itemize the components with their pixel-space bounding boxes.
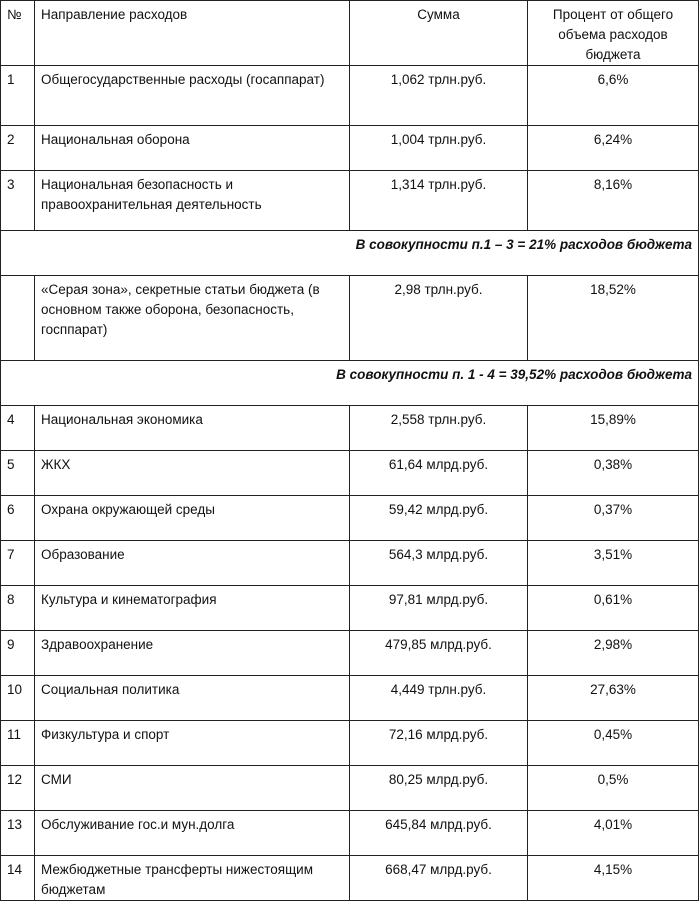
table-header-row	[1, 1, 699, 66]
row-num: 7	[1, 541, 35, 586]
row-num: 10	[1, 676, 35, 721]
table-row	[1, 631, 699, 676]
row-num: 13	[1, 811, 35, 856]
table-row	[1, 586, 699, 631]
row-sum: 72,16 млрд.руб.	[350, 721, 528, 766]
row-percent: 4,01%	[528, 811, 699, 856]
table-row	[1, 766, 699, 811]
row-name: Социальная политика	[35, 676, 350, 721]
table-row	[1, 676, 699, 721]
row-num: 12	[1, 766, 35, 811]
row-name: Общегосударственные расходы (госаппарат)	[35, 66, 350, 126]
row-name: Физкультура и спорт	[35, 721, 350, 766]
summary-text: В совокупности п. 1 - 4 = 39,52% расходов бюджета	[1, 361, 699, 406]
row-sum: 59,42 млрд.руб.	[350, 496, 528, 541]
header-num: №	[1, 1, 35, 66]
table-row	[1, 856, 699, 901]
row-num: 8	[1, 586, 35, 631]
row-num: 3	[1, 171, 35, 231]
row-name: Обслуживание гос.и мун.долга	[35, 811, 350, 856]
row-name: Охрана окружающей среды	[35, 496, 350, 541]
row-percent: 0,37%	[528, 496, 699, 541]
row-sum: 80,25 млрд.руб.	[350, 766, 528, 811]
row-sum: 1,062 трлн.руб.	[350, 66, 528, 126]
table-row	[1, 541, 699, 586]
row-name: «Серая зона», секретные статьи бюджета (в основном также оборона, безопасность, госппарат)	[35, 276, 350, 361]
table-row	[1, 276, 699, 361]
row-percent: 4,15%	[528, 856, 699, 901]
row-num	[1, 276, 35, 361]
row-name: Культура и кинематография	[35, 586, 350, 631]
table-row	[1, 496, 699, 541]
row-sum: 2,98 трлн.руб.	[350, 276, 528, 361]
row-sum: 645,84 млрд.руб.	[350, 811, 528, 856]
summary-row	[1, 361, 699, 406]
row-name: Национальная безопасность и правоохранительная деятельность	[35, 171, 350, 231]
row-percent: 2,98%	[528, 631, 699, 676]
table-row	[1, 721, 699, 766]
table-row	[1, 406, 699, 451]
row-percent: 18,52%	[528, 276, 699, 361]
row-name: Национальная экономика	[35, 406, 350, 451]
row-name: Здравоохранение	[35, 631, 350, 676]
row-name: СМИ	[35, 766, 350, 811]
header-sum: Сумма	[350, 1, 528, 66]
summary-text: В совокупности п.1 – 3 = 21% расходов бюджета	[1, 231, 699, 276]
row-num: 1	[1, 66, 35, 126]
row-sum: 4,449 трлн.руб.	[350, 676, 528, 721]
row-num: 6	[1, 496, 35, 541]
row-num: 9	[1, 631, 35, 676]
row-percent: 0,45%	[528, 721, 699, 766]
row-percent: 0,5%	[528, 766, 699, 811]
row-num: 11	[1, 721, 35, 766]
row-name: Образование	[35, 541, 350, 586]
row-percent: 6,24%	[528, 126, 699, 171]
row-percent: 8,16%	[528, 171, 699, 231]
row-num: 14	[1, 856, 35, 901]
row-num: 4	[1, 406, 35, 451]
row-sum: 61,64 млрд.руб.	[350, 451, 528, 496]
row-percent: 3,51%	[528, 541, 699, 586]
row-percent: 15,89%	[528, 406, 699, 451]
row-name: Межбюджетные трансферты нижестоящим бюджетам	[35, 856, 350, 901]
header-percent: Процент от общего объема расходов бюджета	[528, 1, 699, 66]
row-percent: 0,61%	[528, 586, 699, 631]
row-sum: 97,81 млрд.руб.	[350, 586, 528, 631]
table-row	[1, 811, 699, 856]
row-name: ЖКХ	[35, 451, 350, 496]
row-sum: 2,558 трлн.руб.	[350, 406, 528, 451]
row-num: 2	[1, 126, 35, 171]
table-row	[1, 451, 699, 496]
row-num: 5	[1, 451, 35, 496]
table-row	[1, 66, 699, 126]
row-percent: 6,6%	[528, 66, 699, 126]
row-sum: 564,3 млрд.руб.	[350, 541, 528, 586]
row-percent: 27,63%	[528, 676, 699, 721]
row-sum: 479,85 млрд.руб.	[350, 631, 528, 676]
row-sum: 1,004 трлн.руб.	[350, 126, 528, 171]
row-percent: 0,38%	[528, 451, 699, 496]
summary-row	[1, 231, 699, 276]
row-sum: 668,47 млрд.руб.	[350, 856, 528, 901]
table-row	[1, 126, 699, 171]
header-direction: Направление расходов	[35, 1, 350, 66]
table-row	[1, 171, 699, 231]
row-name: Национальная оборона	[35, 126, 350, 171]
row-sum: 1,314 трлн.руб.	[350, 171, 528, 231]
